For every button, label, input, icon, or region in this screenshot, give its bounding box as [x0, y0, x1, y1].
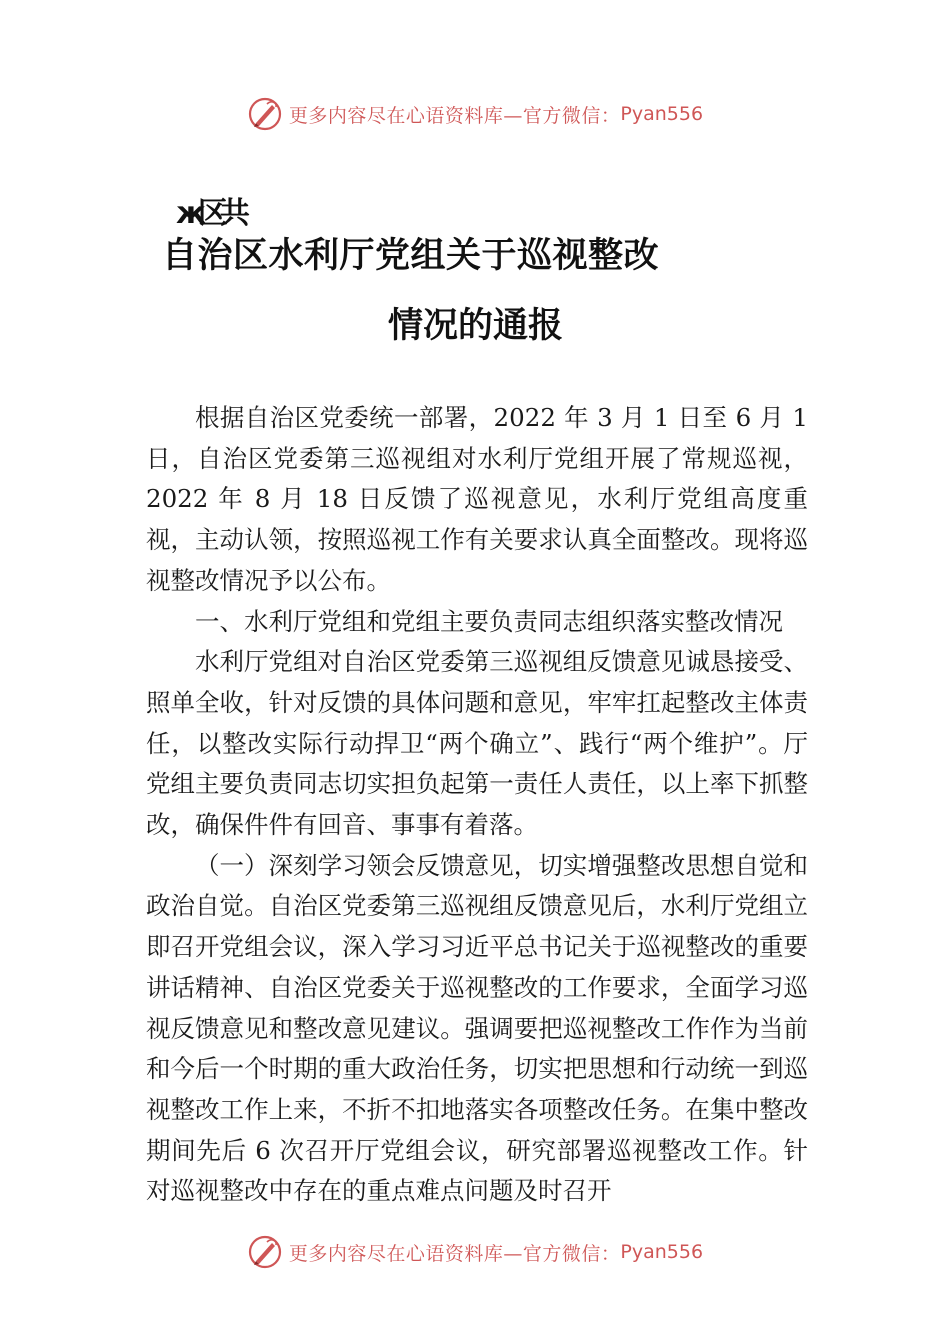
document-title-line2: 情况的通报 — [388, 306, 564, 346]
watermark-header — [0, 92, 950, 136]
paragraph: （一）深刻学习领会反馈意见，切实增强整改思想自觉和政治自觉。自治区党委第三巡视组反馈意见后，水利厅党组立即召开党组会议，深入学习习近平总书记关于巡视整改的重要讲话精神、自治区党委关于巡视整改的工作要求，全面学习巡视反馈意见和整改意见建议。强调要把巡视整改工作作为当前和今后一个时期的重大政治任务，切实把思想和行动统一到巡视整改工作上来，不折不扣地落实各项整改任务。在集中整改期间先后 6 次召开厅党组会议，研究部署巡视整改工作。针对巡视整改中存在的重点难点问题及时召开 — [146, 850, 808, 1206]
watermark-id: Pyan556 — [620, 103, 704, 125]
watermark-text: 更多内容尽在心语资料库—官方微信： — [288, 1242, 621, 1265]
document-title-line1: 自治区水利厅党组关于巡视整改 — [162, 236, 660, 276]
watermark-footer — [0, 1230, 950, 1274]
section-heading: 一、水利厅党组和党组主要负责同志组织落实整改情况 — [195, 606, 783, 636]
document-mark: ж区共 — [176, 196, 242, 231]
paragraph: 根据自治区党委统一部署，2022 年 3 月 1 日至 6 月 1 日，自治区党委第三巡视组对水利厅党组开展了常规巡视，2022 年 8 月 18 日反馈了巡视意见，水利厅党组高度重视，主动认领，按照巡视工作有关要求认真全面整改。现将巡视整改情况予以公布。 — [146, 403, 808, 595]
watermark-id: Pyan556 — [620, 1241, 704, 1263]
paragraph: 水利厅党组对自治区党委第三巡视组反馈意见诚恳接受、照单全收，针对反馈的具体问题和意见，牢牢扛起整改主体责任，以整改实际行动捍卫“两个确立”、践行“两个维护”。厅党组主要负责同志切实担负起第一责任人责任，以上率下抓整改，确保件件有回音、事事有着落。 — [146, 647, 808, 840]
document-body — [146, 398, 808, 1212]
watermark-text: 更多内容尽在心语资料库—官方微信： — [288, 104, 621, 127]
pen-logo-icon — [247, 1234, 283, 1270]
pen-logo-icon — [247, 96, 283, 132]
